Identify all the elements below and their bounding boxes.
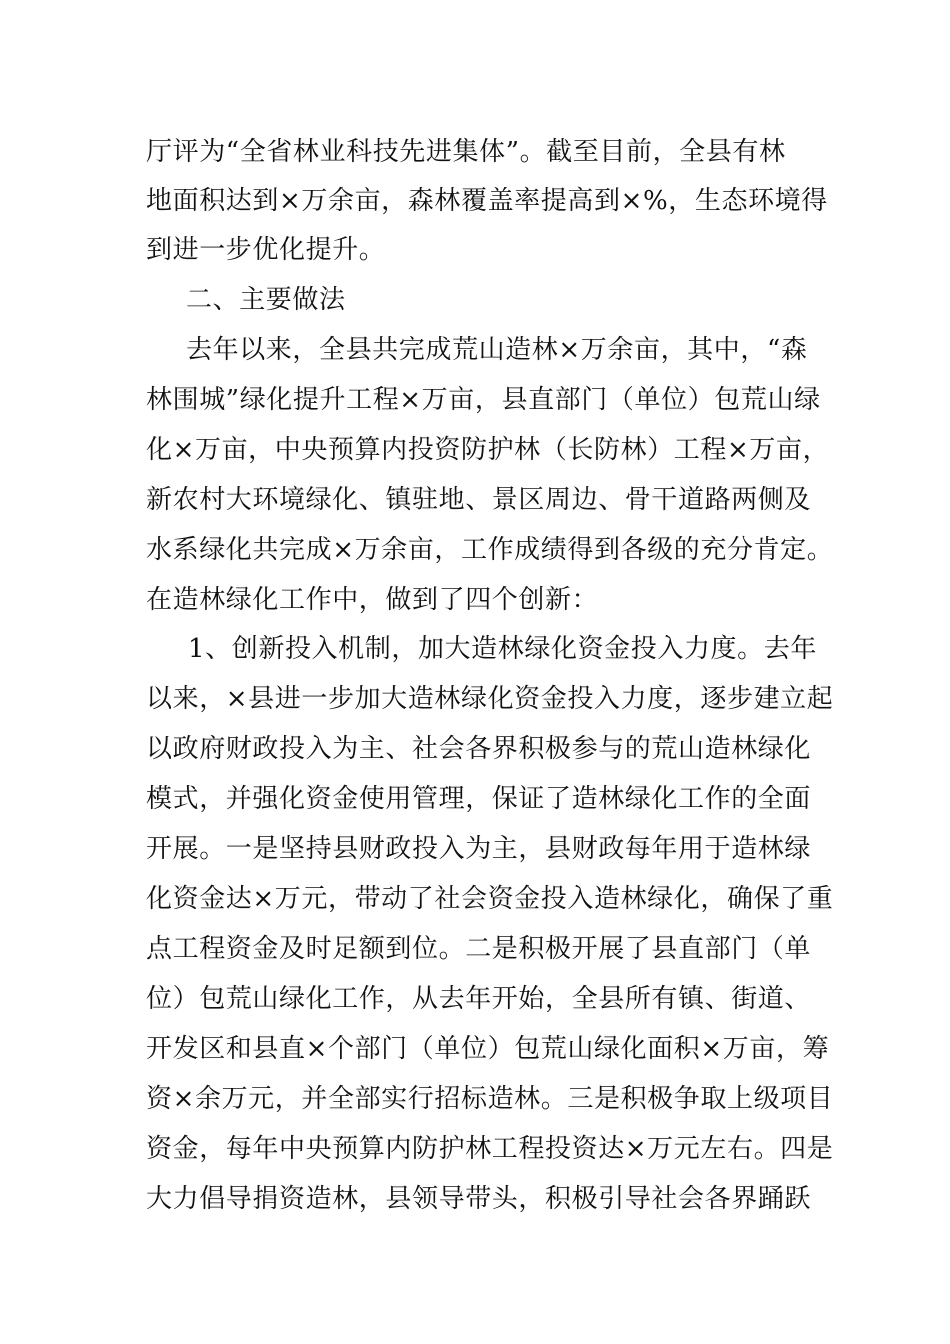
text-line: 位）包荒山绿化工作，从去年开始，全县所有镇、街道、 xyxy=(146,984,812,1014)
text-line: 开展。一是坚持县财政投入为主，县财政每年用于造林绿 xyxy=(146,834,812,864)
text-line: 新农村大环境绿化、镇驻地、景区周边、骨干道路两侧及 xyxy=(146,485,812,515)
text-line: 模式，并强化资金使用管理，保证了造林绿化工作的全面 xyxy=(146,784,812,814)
text-line: 大力倡导捐资造林，县领导带头，积极引导社会各界踊跃 xyxy=(146,1184,812,1214)
text-line: 化×万亩，中央预算内投资防护林（长防林）工程×万亩， xyxy=(146,435,830,465)
text-line: 在造林绿化工作中，做到了四个创新： xyxy=(146,585,599,615)
text-line: 去年以来，全县共完成荒山造林×万余亩，其中，“森 xyxy=(186,335,808,365)
text-line: 以来，×县进一步加大造林绿化资金投入力度，逐步建立起 xyxy=(146,684,834,714)
section-heading: 二、主要做法 xyxy=(186,285,346,315)
text-line: 资×余万元，并全部实行招标造林。三是积极争取上级项目 xyxy=(146,1084,834,1114)
numbered-paragraph-start: 1、创新投入机制，加大造林绿化资金投入力度。去年 xyxy=(188,634,817,664)
text-line: 水系绿化共完成×万余亩，工作成绩得到各级的充分肯定。 xyxy=(146,535,834,565)
text-line: 地面积达到×万余亩，森林覆盖率提高到×%，生态环境得 xyxy=(146,186,828,216)
text-line: 资金，每年中央预算内防护林工程投资达×万元左右。四是 xyxy=(146,1134,834,1164)
text-line: 以政府财政投入为主、社会各界积极参与的荒山造林绿化 xyxy=(146,734,812,764)
text-line: 林围城”绿化提升工程×万亩，县直部门（单位）包荒山绿 xyxy=(146,385,821,415)
text-line: 厅评为“全省林业科技先进集体”。截至目前，全县有林 xyxy=(146,137,786,167)
text-line: 开发区和县直×个部门（单位）包荒山绿化面积×万亩，筹 xyxy=(146,1034,830,1064)
text-line: 到进一步优化提升。 xyxy=(146,235,386,265)
text-line: 点工程资金及时足额到位。二是积极开展了县直部门（单 xyxy=(146,934,812,964)
text-line: 化资金达×万元，带动了社会资金投入造林绿化，确保了重 xyxy=(146,884,834,914)
